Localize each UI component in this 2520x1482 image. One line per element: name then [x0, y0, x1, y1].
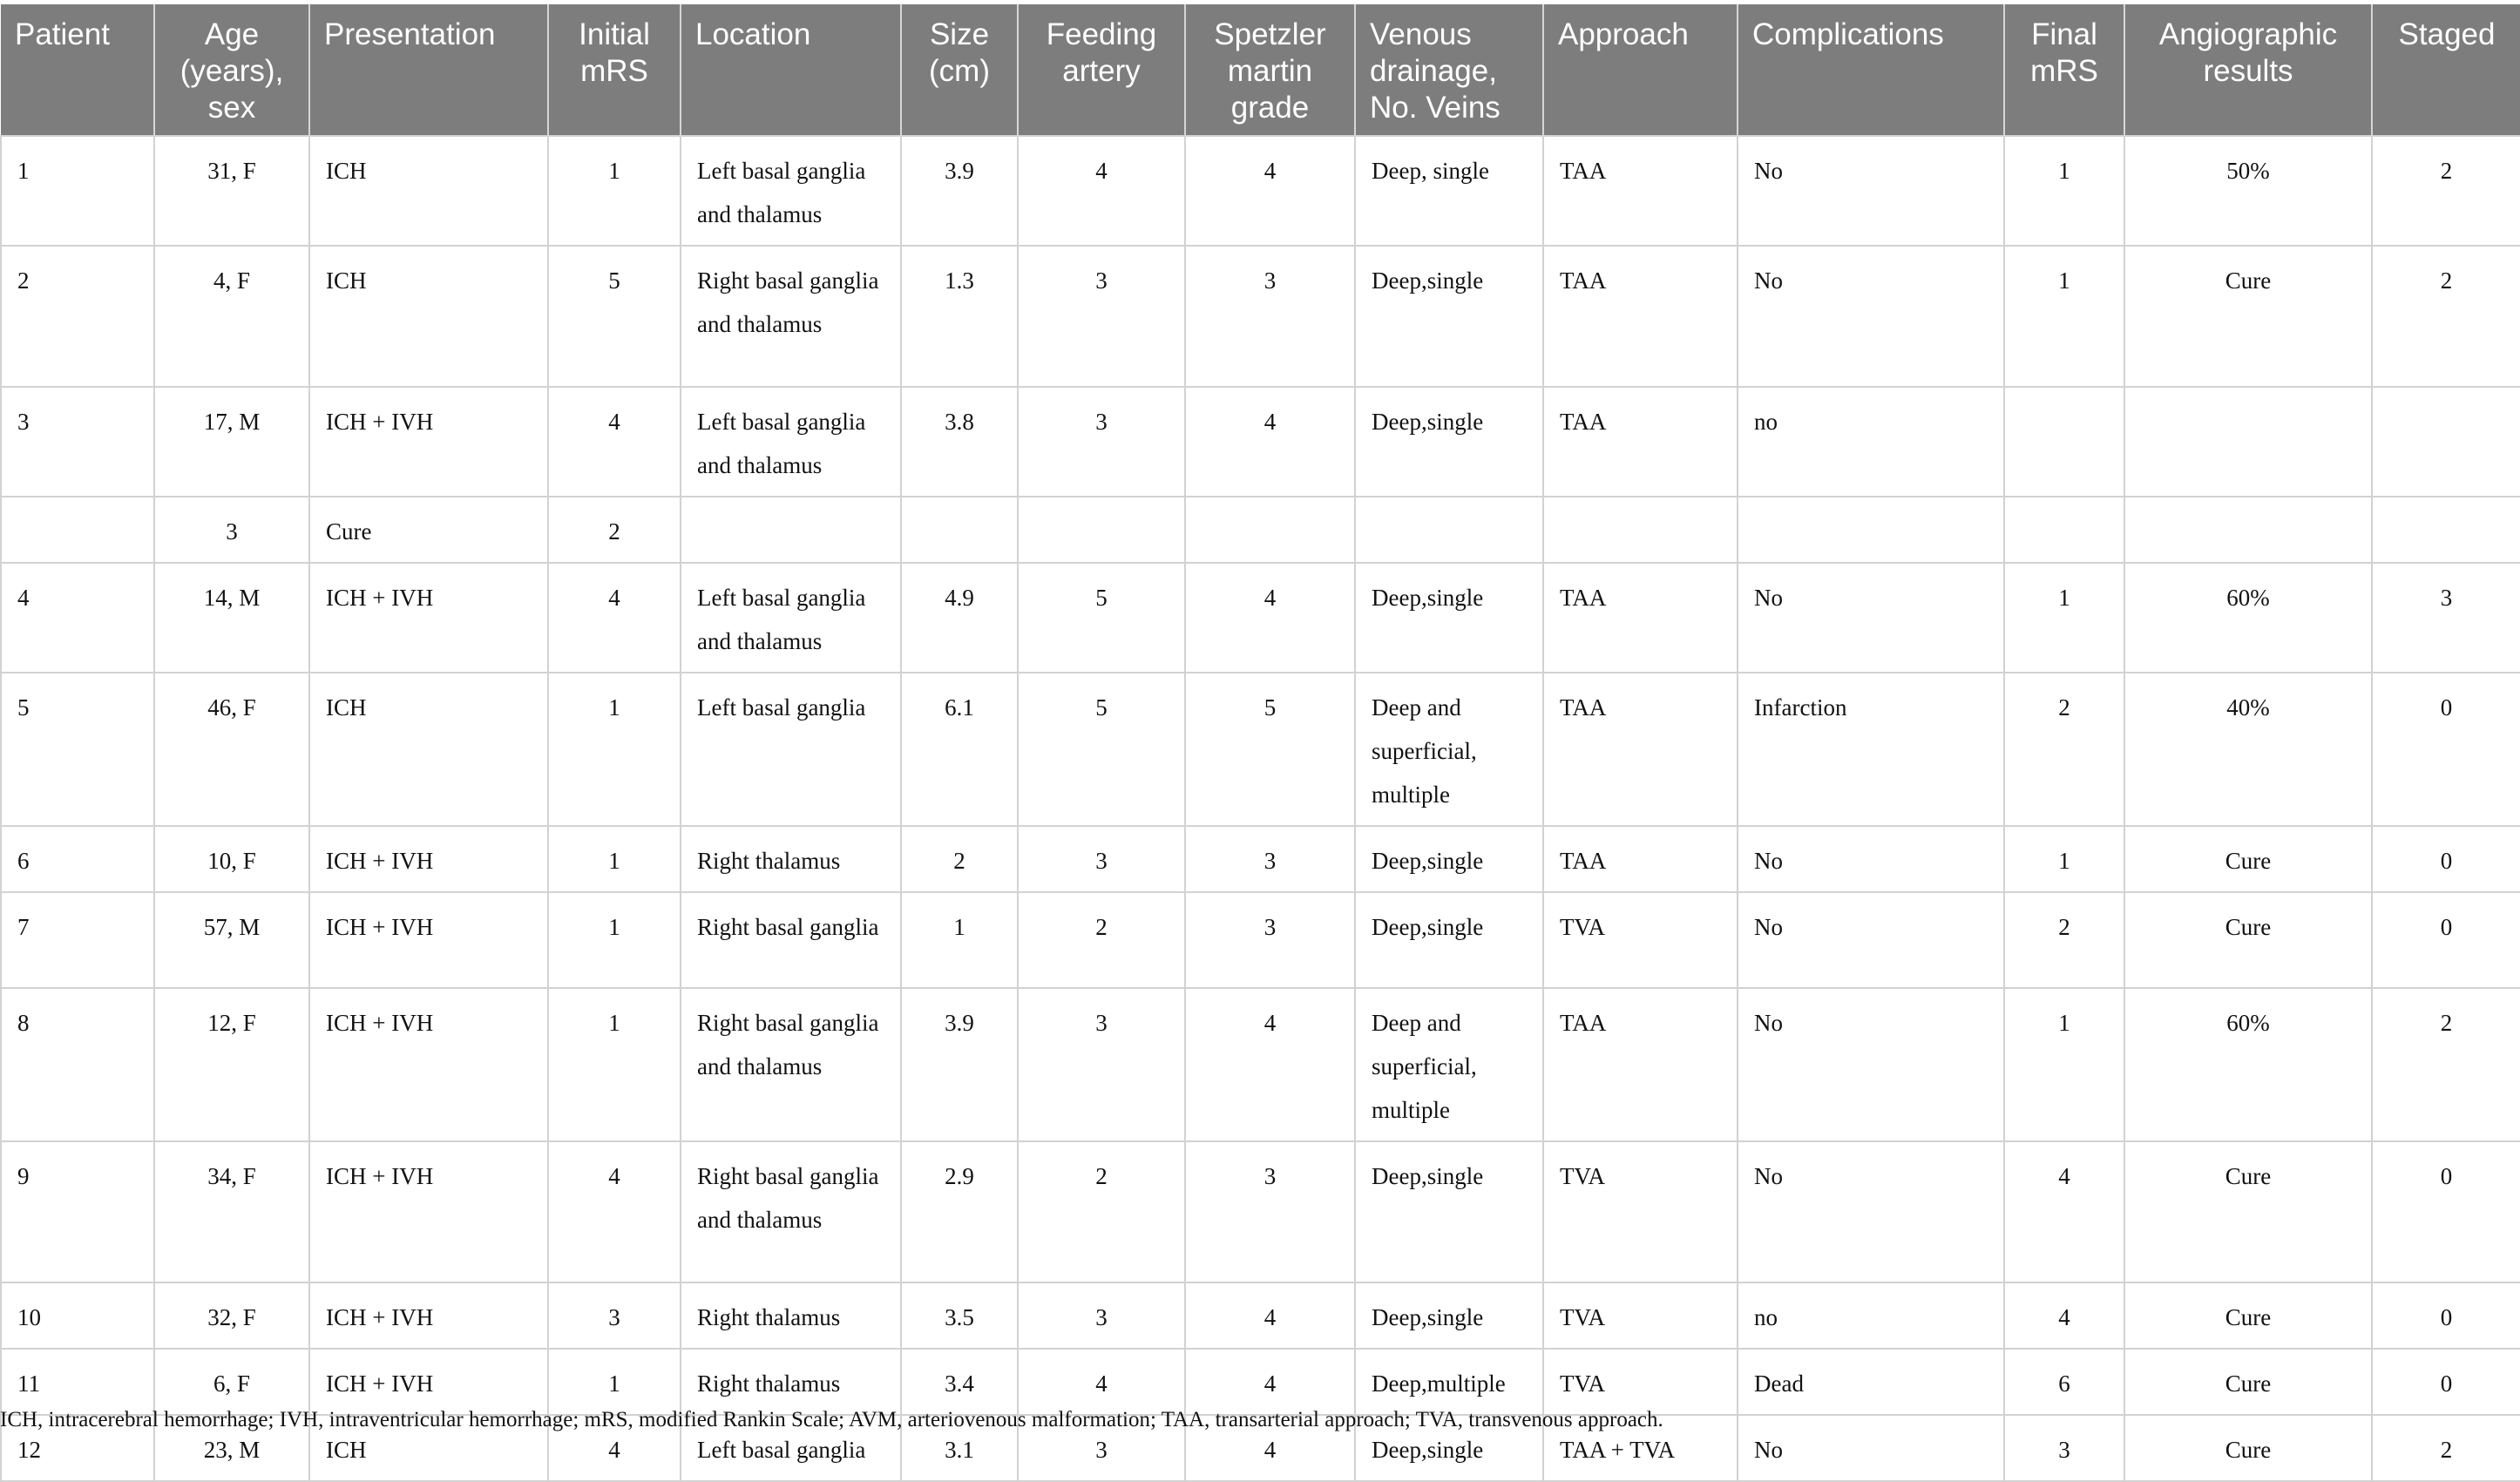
cell-staged: 2 [2372, 136, 2520, 246]
cell-patient: 12 [1, 1415, 154, 1481]
cell-angiographic-result: Cure [2124, 1141, 2372, 1282]
cell-complications: No [1738, 1415, 2004, 1481]
cell-age-sex: 34, F [154, 1141, 309, 1282]
cell-initial-mrs: 1 [548, 988, 681, 1141]
cell-angiographic-result: 50% [2124, 136, 2372, 246]
cell-patient: 3 [1, 387, 154, 497]
header-final-mrs: Final mRS [2004, 4, 2124, 136]
table-footnote: ICH, intracerebral hemorrhage; IVH, intraventricular hemorrhage; mRS, modified Rankin Scale; AVM, arteriovenous malformation; TAA, transarterial approach; TVA, transvenous approach. [0, 1408, 1663, 1431]
cell-approach: TAA [1543, 988, 1738, 1141]
cell-final-mrs: 2 [2004, 892, 2124, 988]
cell-complications: No [1738, 136, 2004, 246]
cell-initial-mrs: 1 [548, 892, 681, 988]
cell-complications: No [1738, 826, 2004, 892]
cell-venous-drainage: Deep,single [1355, 826, 1543, 892]
cell-sm-grade: 3 [1185, 826, 1355, 892]
table-container [0, 4, 2520, 1482]
cell-size: 3.9 [901, 988, 1018, 1141]
cell-sm-grade: 3 [1185, 1141, 1355, 1282]
cell-presentation: ICH + IVH [309, 387, 548, 497]
header-spetzler-martin-grade: Spetzler martin grade [1185, 4, 1355, 136]
header-row [1, 4, 2520, 136]
cell-age-sex: 23, M [154, 1415, 309, 1481]
cell-size: 6.1 [901, 673, 1018, 826]
header-feeding-artery: Feeding artery [1018, 4, 1185, 136]
cell-approach: TAA [1543, 826, 1738, 892]
cell-presentation: ICH [309, 136, 548, 246]
cell-size: 3.9 [901, 136, 1018, 246]
cell-size: 1.3 [901, 246, 1018, 387]
cell-venous-drainage: Deep and superficial, multiple [1355, 673, 1543, 826]
cell-location: Right thalamus [681, 1349, 901, 1415]
table-row [1, 673, 2520, 826]
cell-feeding-artery: 5 [1018, 673, 1185, 826]
table-row [1, 988, 2520, 1141]
cell-final-mrs: 1 [2004, 246, 2124, 387]
cell-age-sex: 12, F [154, 988, 309, 1141]
cell-complications: no [1738, 387, 2004, 497]
cell-sm-grade: 3 [1185, 246, 1355, 387]
cell-initial-mrs: 4 [548, 387, 681, 497]
cell-final-mrs: 4 [2004, 1141, 2124, 1282]
cell-age-sex: 46, F [154, 673, 309, 826]
cell-initial-mrs: 4 [548, 1141, 681, 1282]
cell-size: 4.9 [901, 563, 1018, 673]
cell-angiographic-result: Cure [2124, 826, 2372, 892]
cell-feeding-artery: 4 [1018, 1349, 1185, 1415]
table-body [1, 136, 2520, 1481]
table-row [1, 892, 2520, 988]
cell-angiographic-result: 60% [2124, 563, 2372, 673]
cell-initial-mrs: 1 [548, 136, 681, 246]
cell-approach: TVA [1543, 1349, 1738, 1415]
cell-staged: 0 [2372, 1282, 2520, 1349]
cell-patient: 10 [1, 1282, 154, 1349]
cell-approach: TAA [1543, 246, 1738, 387]
cell-final-mrs [2004, 387, 2124, 497]
cell-age-sex: 10, F [154, 826, 309, 892]
cell-venous-drainage: Deep,single [1355, 1282, 1543, 1349]
cell-location: Left basal ganglia and thalamus [681, 387, 901, 497]
table-row [1, 563, 2520, 673]
cell-patient: 5 [1, 673, 154, 826]
cell-staged: 0 [2372, 1141, 2520, 1282]
cell-size: 1 [901, 892, 1018, 988]
cell-angiographic-result [2124, 497, 2372, 563]
cell-patient: 1 [1, 136, 154, 246]
table-row [1, 246, 2520, 387]
cell-final-mrs: 1 [2004, 563, 2124, 673]
cell-age-sex: 32, F [154, 1282, 309, 1349]
cell-patient: 8 [1, 988, 154, 1141]
cell-presentation: ICH + IVH [309, 988, 548, 1141]
cell-angiographic-result: Cure [2124, 1415, 2372, 1481]
cell-final-mrs: 6 [2004, 1349, 2124, 1415]
cell-approach: TAA + TVA [1543, 1415, 1738, 1481]
cell-angiographic-result [2124, 387, 2372, 497]
cell-presentation: ICH + IVH [309, 1141, 548, 1282]
cell-presentation: ICH [309, 246, 548, 387]
cell-age-sex: 57, M [154, 892, 309, 988]
cell-final-mrs: 1 [2004, 136, 2124, 246]
cell-staged: 2 [2372, 988, 2520, 1141]
header-complications: Complications [1738, 4, 2004, 136]
cell-location: Left basal ganglia and thalamus [681, 563, 901, 673]
cell-venous-drainage: Deep,single [1355, 1415, 1543, 1481]
cell-angiographic-result: 60% [2124, 988, 2372, 1141]
cell-location [681, 497, 901, 563]
cell-final-mrs: 3 [2004, 1415, 2124, 1481]
cell-feeding-artery [1018, 497, 1185, 563]
cell-venous-drainage: Deep and superficial, multiple [1355, 988, 1543, 1141]
cell-feeding-artery: 2 [1018, 1141, 1185, 1282]
cell-approach: TAA [1543, 673, 1738, 826]
cell-patient: 11 [1, 1349, 154, 1415]
cell-presentation: ICH + IVH [309, 826, 548, 892]
cell-location: Right thalamus [681, 1282, 901, 1349]
cell-age-sex: 17, M [154, 387, 309, 497]
cell-size: 2.9 [901, 1141, 1018, 1282]
cell-feeding-artery: 3 [1018, 387, 1185, 497]
cell-approach: TVA [1543, 1282, 1738, 1349]
header-location: Location [681, 4, 901, 136]
cell-complications [1738, 497, 2004, 563]
header-age-sex: Age (years), sex [154, 4, 309, 136]
cell-angiographic-result: Cure [2124, 1349, 2372, 1415]
cell-sm-grade: 4 [1185, 1282, 1355, 1349]
cell-feeding-artery: 3 [1018, 1415, 1185, 1481]
cell-venous-drainage: Deep,single [1355, 892, 1543, 988]
cell-venous-drainage: Deep,single [1355, 1141, 1543, 1282]
cell-sm-grade: 4 [1185, 563, 1355, 673]
table-row [1, 1349, 2520, 1415]
cell-sm-grade: 4 [1185, 1349, 1355, 1415]
cell-approach: TVA [1543, 892, 1738, 988]
cell-age-sex: 31, F [154, 136, 309, 246]
cell-presentation: ICH + IVH [309, 1349, 548, 1415]
cell-location: Left basal ganglia and thalamus [681, 136, 901, 246]
cell-patient [1, 497, 154, 563]
cell-venous-drainage: Deep,single [1355, 563, 1543, 673]
table-row [1, 136, 2520, 246]
cell-location: Right basal ganglia and thalamus [681, 246, 901, 387]
cell-approach: TAA [1543, 136, 1738, 246]
cell-sm-grade: 4 [1185, 988, 1355, 1141]
cell-initial-mrs: 3 [548, 1282, 681, 1349]
cell-angiographic-result: Cure [2124, 1282, 2372, 1349]
cell-approach: TAA [1543, 563, 1738, 673]
cell-age-sex: 6, F [154, 1349, 309, 1415]
cell-age-sex: 4, F [154, 246, 309, 387]
header-presentation: Presentation [309, 4, 548, 136]
table-row [1, 1141, 2520, 1282]
cell-age-sex: 3 [154, 497, 309, 563]
cell-presentation: ICH [309, 673, 548, 826]
cell-approach: TAA [1543, 387, 1738, 497]
cell-sm-grade: 4 [1185, 1415, 1355, 1481]
cell-presentation: ICH + IVH [309, 892, 548, 988]
cell-venous-drainage: Deep, single [1355, 136, 1543, 246]
cell-staged: 0 [2372, 1349, 2520, 1415]
cell-final-mrs: 1 [2004, 826, 2124, 892]
cell-complications: No [1738, 1141, 2004, 1282]
patient-table [0, 4, 2520, 1482]
cell-initial-mrs: 1 [548, 826, 681, 892]
cell-size: 3.5 [901, 1282, 1018, 1349]
cell-approach [1543, 497, 1738, 563]
cell-final-mrs [2004, 497, 2124, 563]
cell-size: 3.8 [901, 387, 1018, 497]
cell-angiographic-result: Cure [2124, 892, 2372, 988]
table-row [1, 497, 2520, 563]
header-initial-mrs: Initial mRS [548, 4, 681, 136]
cell-complications: No [1738, 988, 2004, 1141]
header-patient: Patient [1, 4, 154, 136]
cell-location: Right basal ganglia and thalamus [681, 1141, 901, 1282]
cell-final-mrs: 2 [2004, 673, 2124, 826]
cell-patient: 6 [1, 826, 154, 892]
header-staged: Staged [2372, 4, 2520, 136]
cell-sm-grade [1185, 497, 1355, 563]
cell-feeding-artery: 3 [1018, 826, 1185, 892]
cell-feeding-artery: 3 [1018, 988, 1185, 1141]
cell-final-mrs: 1 [2004, 988, 2124, 1141]
cell-patient: 2 [1, 246, 154, 387]
cell-patient: 9 [1, 1141, 154, 1282]
header-angiographic-results: Angiographic results [2124, 4, 2372, 136]
cell-angiographic-result: 40% [2124, 673, 2372, 826]
cell-location: Right basal ganglia and thalamus [681, 988, 901, 1141]
cell-feeding-artery: 4 [1018, 136, 1185, 246]
cell-initial-mrs: 1 [548, 1349, 681, 1415]
cell-staged [2372, 387, 2520, 497]
cell-location: Right thalamus [681, 826, 901, 892]
cell-staged: 3 [2372, 563, 2520, 673]
table-row [1, 387, 2520, 497]
cell-initial-mrs: 2 [548, 497, 681, 563]
header-size: Size (cm) [901, 4, 1018, 136]
cell-sm-grade: 4 [1185, 136, 1355, 246]
cell-size [901, 497, 1018, 563]
cell-venous-drainage: Deep,single [1355, 387, 1543, 497]
cell-feeding-artery: 2 [1018, 892, 1185, 988]
cell-staged: 0 [2372, 673, 2520, 826]
cell-sm-grade: 3 [1185, 892, 1355, 988]
cell-feeding-artery: 3 [1018, 1282, 1185, 1349]
table-row [1, 1282, 2520, 1349]
cell-complications: Dead [1738, 1349, 2004, 1415]
cell-venous-drainage: Deep,single [1355, 246, 1543, 387]
cell-size: 2 [901, 826, 1018, 892]
cell-angiographic-result: Cure [2124, 246, 2372, 387]
cell-staged: 0 [2372, 826, 2520, 892]
cell-feeding-artery: 5 [1018, 563, 1185, 673]
cell-complications: Infarction [1738, 673, 2004, 826]
cell-sm-grade: 5 [1185, 673, 1355, 826]
cell-size: 3.1 [901, 1415, 1018, 1481]
cell-sm-grade: 4 [1185, 387, 1355, 497]
cell-venous-drainage [1355, 497, 1543, 563]
cell-complications: No [1738, 563, 2004, 673]
header-venous-drainage: Venous drainage, No. Veins [1355, 4, 1543, 136]
table-row [1, 826, 2520, 892]
cell-patient: 4 [1, 563, 154, 673]
cell-location: Right basal ganglia [681, 892, 901, 988]
cell-size: 3.4 [901, 1349, 1018, 1415]
cell-staged: 2 [2372, 1415, 2520, 1481]
cell-staged: 2 [2372, 246, 2520, 387]
cell-approach: TVA [1543, 1141, 1738, 1282]
cell-complications: No [1738, 892, 2004, 988]
cell-patient: 7 [1, 892, 154, 988]
cell-venous-drainage: Deep,multiple [1355, 1349, 1543, 1415]
cell-location: Left basal ganglia [681, 1415, 901, 1481]
cell-presentation: ICH + IVH [309, 1282, 548, 1349]
cell-staged: 0 [2372, 892, 2520, 988]
cell-presentation: ICH + IVH [309, 563, 548, 673]
cell-final-mrs: 4 [2004, 1282, 2124, 1349]
cell-complications: no [1738, 1282, 2004, 1349]
cell-presentation: ICH [309, 1415, 548, 1481]
cell-initial-mrs: 4 [548, 1415, 681, 1481]
cell-initial-mrs: 1 [548, 673, 681, 826]
cell-location: Left basal ganglia [681, 673, 901, 826]
cell-staged [2372, 497, 2520, 563]
cell-initial-mrs: 5 [548, 246, 681, 387]
cell-presentation: Cure [309, 497, 548, 563]
cell-age-sex: 14, M [154, 563, 309, 673]
cell-complications: No [1738, 246, 2004, 387]
cell-feeding-artery: 3 [1018, 246, 1185, 387]
cell-initial-mrs: 4 [548, 563, 681, 673]
header-approach: Approach [1543, 4, 1738, 136]
